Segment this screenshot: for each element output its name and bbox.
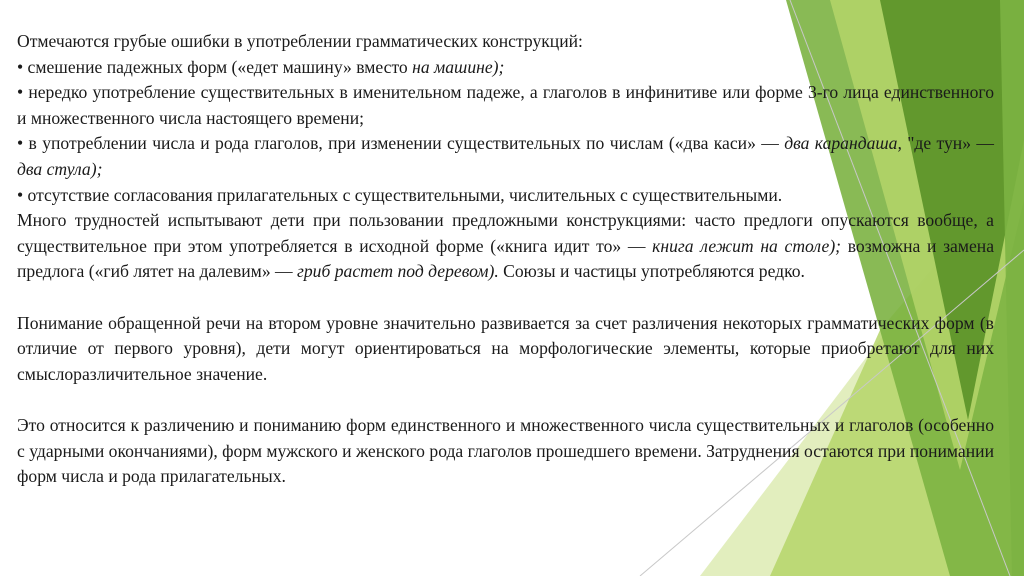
bullet-text: • смешение падежных форм («едет машину» вместо: [17, 56, 413, 77]
bullet-agreement: • отсутствие согласования прилагательных с существительными, числительных с существительными.: [17, 184, 783, 205]
bullet-text: • в употреблении числа и рода глаголов, при изменении существительных по числам («два каси» —: [17, 133, 785, 154]
para-italic: книга лежит на столе);: [652, 235, 842, 256]
bullet-text-2: "де тун» —: [901, 133, 994, 154]
bullet-italic: на машине);: [412, 56, 505, 77]
para-text: Много трудностей испытывают дети при пользовании предложными конструкциями: часто предлоги опускаются вообще, а существительное при этом употребляется в исходной форме («книга идит то» —: [17, 210, 994, 256]
para-text-2: возможна и замена предлога («гиб лятет на далевим» —: [17, 235, 995, 282]
para-italic-2: гриб растет под деревом).: [297, 261, 499, 282]
para-text-3: Союзы и частицы употребляются редко.: [498, 261, 805, 282]
paragraph-forms: Это относится к различению и пониманию форм единственного и множественного числа существительных и глаголов (особенно с ударными окончаниями), форм мужского и женского рода глаголов прошедшего времени. Затруднения остаются при понимании форм числа и рода прилагательных.: [17, 414, 994, 487]
bullet-italic: два карандаша,: [784, 133, 902, 154]
slide-body: [17, 29, 994, 490]
bullet-nominative: • нередко употребление существительных в именительном падеже, а глаголов в инфинитиве или форме 3-го лица единственного и множественного числа настоящего времени;: [17, 82, 994, 128]
paragraph-comprehension: Понимание обращенной речи на втором уровне значительно развивается за счет различения некоторых грамматических форм (в отличие от первого уровня), дети могут ориентироваться на морфологические элементы, которые приобретают для них смыслоразличительное значение.: [17, 312, 994, 384]
bullet-case-mixing: [17, 55, 994, 81]
bullet-number-gender: [17, 131, 994, 182]
paragraph-prepositions: [17, 208, 994, 285]
intro-line: Отмечаются грубые ошибки в употреблении грамматических конструкций:: [17, 31, 583, 51]
bullet-italic-2: два стула);: [17, 158, 103, 179]
